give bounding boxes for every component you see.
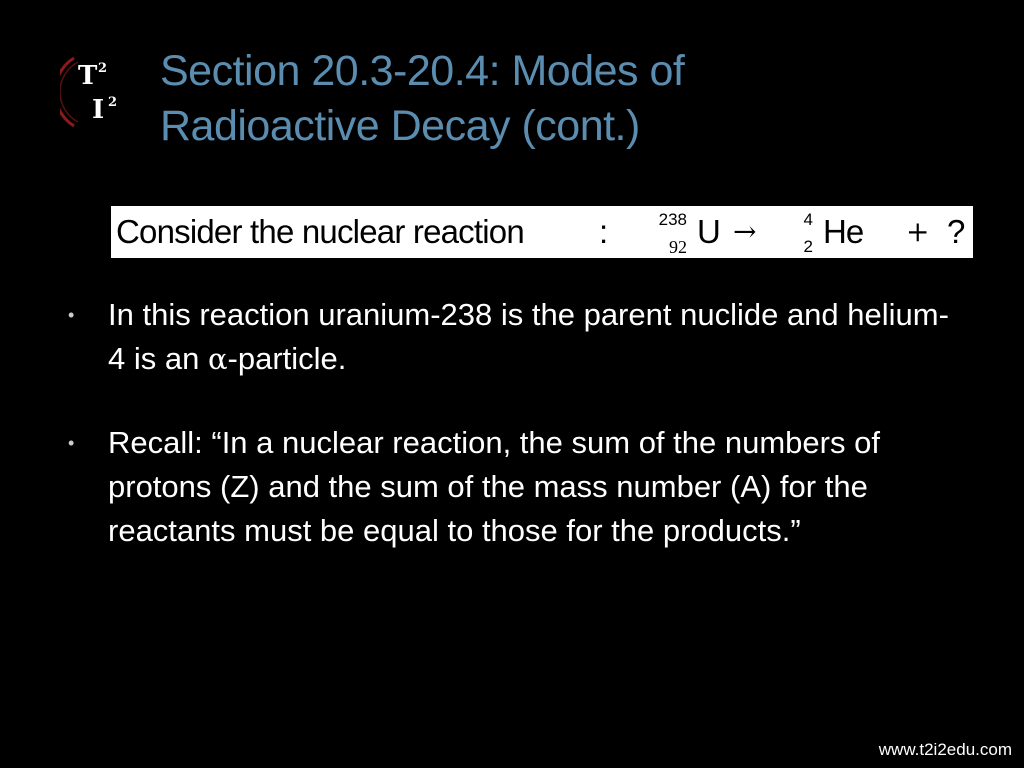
helium-symbol: He [823,213,864,250]
uranium-symbol: U [697,213,720,250]
bullet-marker: • [68,305,75,325]
bullet-list [62,293,962,593]
bullet-text-before: In this reaction uranium-238 is the parent nuclide and helium-4 is an [108,297,949,376]
reaction-arrow: → [733,215,757,248]
bullet-marker: • [68,433,75,453]
equation-intro: Consider the nuclear reaction [116,213,524,250]
bullet-item-parent-nuclide [62,293,962,381]
bullet-item-recall [62,421,962,553]
t2i2-logo-icon [60,48,132,132]
unknown-product: ? [947,213,966,250]
alpha-symbol: α [207,342,228,376]
logo-top-superscript: 2 [98,61,108,76]
slide-title-line-1: Section 20.3-20.4: Modes of [160,47,685,95]
slide-title [160,44,980,154]
footer-url[interactable]: www.t2i2edu.com [878,740,1012,759]
helium-atomic-number: 2 [803,237,813,256]
logo-top-letter: T [78,61,98,91]
uranium-atomic-number: 92 [669,237,687,257]
uranium-mass-number: 238 [658,210,687,229]
bullet-text-recall: Recall: “In a nuclear reaction, the sum of the numbers of protons (Z) and the sum of the mass number (A) for the reactants must be equal to those for the products.” [108,425,880,548]
logo-bottom-superscript: 2 [108,95,118,110]
equation-colon: : [599,213,609,250]
plus-sign: + [906,215,930,248]
slide-title-line-2: Radioactive Decay (cont.) [160,102,640,150]
nuclear-equation-box [111,206,973,258]
logo-bottom-letter: I [92,95,105,125]
t2i2-logo [60,48,132,132]
helium-mass-number: 4 [803,210,813,229]
bullet-text-after: -particle. [227,341,347,376]
